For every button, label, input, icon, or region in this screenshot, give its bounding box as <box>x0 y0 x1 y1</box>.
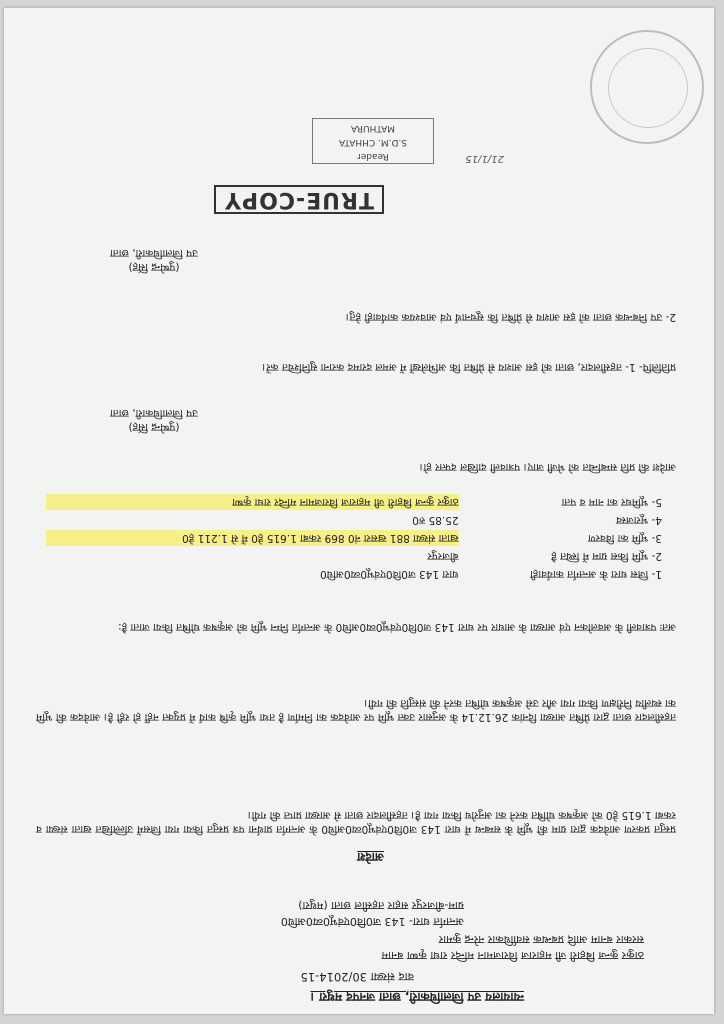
row-value-highlighted: खाता संख्या 881 खसरा नं0 869 रकबा 1.615 हे0 में से 1.211 हे0 <box>46 530 459 546</box>
table-row <box>46 548 662 564</box>
table-row <box>46 512 662 528</box>
row-value: बीजरपुर <box>427 550 459 562</box>
row-value: धारा 143 ज0वि0एवंभू0व्य0अधि0 <box>320 568 459 580</box>
signature-block-1 <box>64 406 244 434</box>
land-details-table <box>44 492 664 584</box>
party-line-1: ठाकुर कुन्ज बिहारी जी महाराज विराजमान मन्दिर राधा कृष्ण बनाम <box>381 949 644 962</box>
row-value-highlighted: ठाकुर कुन्ज बिहारी जी महाराज विराजमान मन्दिर राधा कृष्ण <box>46 494 459 510</box>
party-line-2: सरकार बनाम आदि प्रबन्धक सर्वाधिकार नरेन्द्र कुमार <box>438 933 644 946</box>
table-row <box>46 530 662 546</box>
note-line: आदेश की प्रति सम्बन्धित को भेजी जाए। पत्रावली दाखिल दफ्तर हो। <box>419 461 676 473</box>
signatory-name: (पुष्पेन्द्र सिंह) <box>128 261 180 273</box>
signatory-name: (पुष्पेन्द्र सिंह) <box>128 421 180 433</box>
row-label: 2- भूमि किस ग्राम में स्थित है <box>551 550 662 562</box>
paragraph-3: अतः पत्रावली के अवलोकन एवं आख्या के आधार पर धारा 143 ज0वि0एवंभू0व्य0अधि0 के अन्तर्गत निम्न भूमि को अकृषक घोषित किया जाता है: <box>118 621 676 633</box>
row-label: 1- जिस धारा के अन्तर्गत कार्यवाही <box>530 568 662 580</box>
paragraph-2: तहसीलदार छाता द्वारा प्रेषित आख्या दिनांक 26.12.14 के अनुसार उक्त भूमि पर आवेदक का निर्माण है तथा भूमि कृषि कार्य में प्रयुक्त नहीं हो रही है। आवेदक की भूमि का स्थलीय निरीक्षण किया गया और उसे अकृषक घोषित करने की संस्तुति की गयी। <box>36 697 676 723</box>
table-row <box>46 494 662 510</box>
reader-stamp: Reader S.D.M. CHHATA MATHURA <box>312 118 434 164</box>
section-line: अन्तर्गत धारा- 143 ज0वि0एवंभू0व्य0अधि0 <box>280 915 464 928</box>
copy-to-1: प्रतिलिपि- 1- तहसीलदार, छाता को इस आशय से प्रेषित कि अभिलेखों में अमल दरामद कराना सुनिश्चित करें। <box>262 361 676 373</box>
true-copy-stamp: TRUE-COPY <box>214 185 384 214</box>
table-row <box>46 566 662 582</box>
round-seal-icon <box>590 30 704 144</box>
paragraph-1: प्रस्तुत प्रकरण आवेदक द्वारा ग्राम की भूमि के सम्बन्ध में धारा 143 ज0वि0एवंभू0व्य0अधि0 के अन्तर्गत प्रार्थना पत्र प्रस्तुत किया गया जिसमें उल्लिखित खाता संख्या व रकबा 1.615 हे0 को अकृषक घोषित करने का अनुरोध किया गया है। तहसीलदार छाता से आख्या प्राप्त की गयी। <box>36 809 676 835</box>
case-number: वाद संख्या 30/2014-15 <box>300 970 414 984</box>
location-line: ग्राम-बीजरपुर सहार तहसील छाता (मथुरा) <box>298 899 464 912</box>
handwritten-date: 21/1/15 <box>465 153 504 164</box>
order-heading: आदेश <box>357 850 384 864</box>
document-page <box>4 8 714 1014</box>
rotated-scan <box>4 8 714 1014</box>
row-label: 3- भूमि का विवरण <box>588 532 662 544</box>
signature-block-2 <box>64 246 244 274</box>
signatory-title: उप जिलाधिकारी, छाता <box>110 247 198 259</box>
row-value: 25.85 रु0 <box>412 514 459 526</box>
signatory-title: उप जिलाधिकारी, छाता <box>110 407 198 419</box>
copy-to-2: 2- उप निबन्धक छाता को इस आशय से प्रेषित कि सूचनार्थ एवं आवश्यक कार्यवाही हेतु। <box>345 311 676 323</box>
row-label: 5- भूमिधर का नाम व पता <box>561 496 662 508</box>
row-label: 4- भूराजस्व <box>616 514 662 526</box>
court-header: न्यायालय उप जिलाधिकारी, छाता जनपद मथुरा । <box>310 990 524 1004</box>
